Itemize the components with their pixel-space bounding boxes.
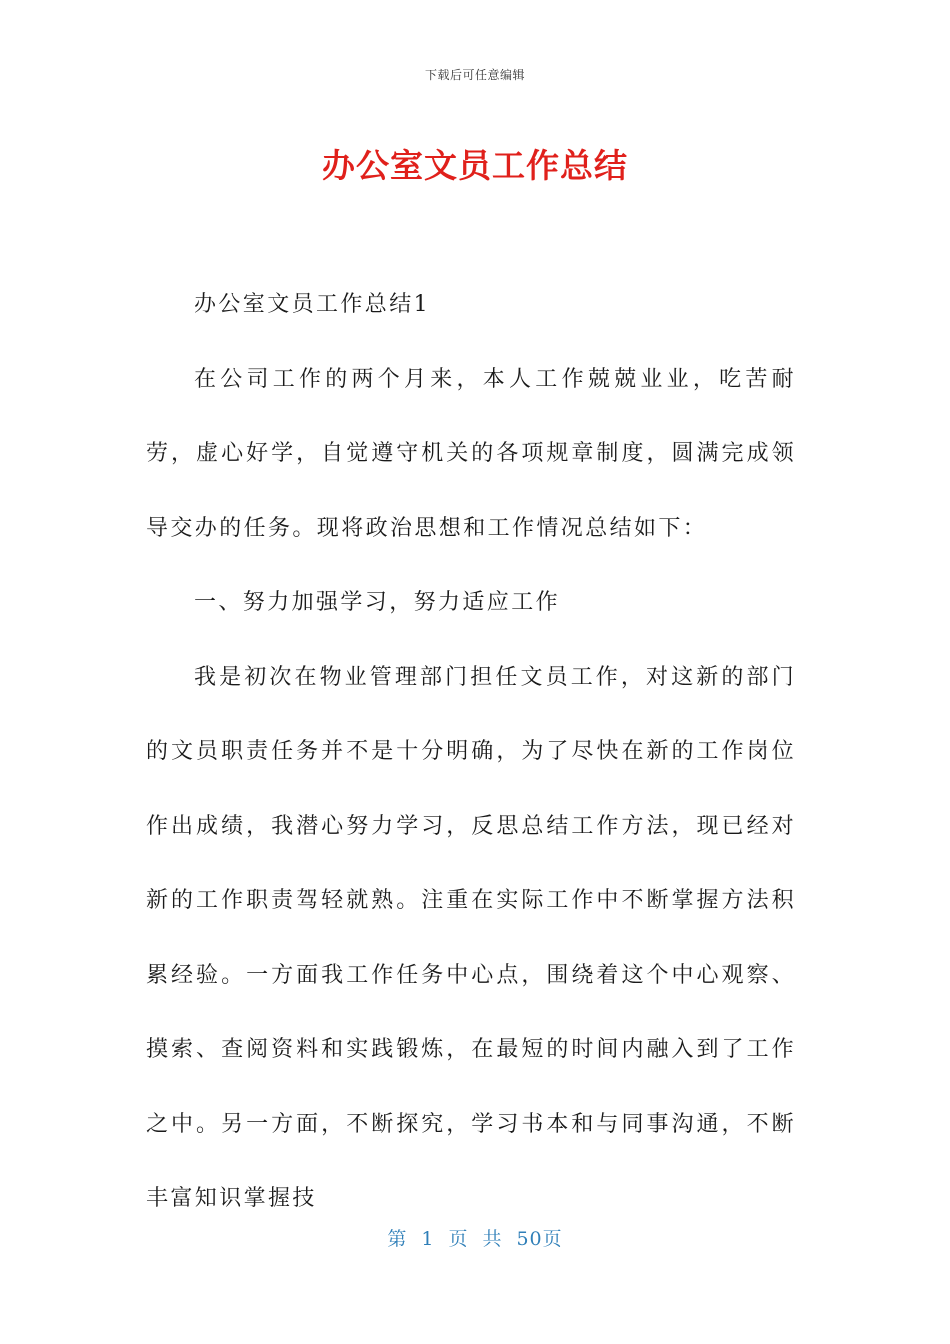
page-footer [0, 1224, 950, 1251]
intro-paragraph: 在公司工作的两个月来，本人工作兢兢业业，吃苦耐劳，虚心好学，自觉遵守机关的各项规章制度，圆满完成领导交办的任务。现将政治思想和工作情况总结如下： [146, 366, 796, 541]
header-note: 下载后可任意编辑 [424, 68, 525, 82]
footer-current-page: 1 [421, 1228, 435, 1250]
footer-total-pages: 50页 [516, 1228, 563, 1250]
subsection-heading: 一、努力加强学习，努力适应工作 [194, 590, 561, 615]
document-body [146, 268, 796, 1237]
footer-prefix: 第 [387, 1228, 408, 1250]
footer-page-label: 页 [448, 1228, 469, 1250]
body-paragraph: 我是初次在物业管理部门担任文员工作，对这新的部门的文员职责任务并不是十分明确，为了尽快在新的工作岗位作出成绩，我潜心努力学习，反思总结工作方法，现已经对新的工作职责驾轻就熟。注重在实际工作中不断掌握方法积累经验。一方面我工作任务中心点，围绕着这个中心观察、摸索、查阅资料和实践锻炼，在最短的时间内融入到了工作之中。另一方面，不断探究，学习书本和与同事沟通，不断丰富知识掌握技 [146, 664, 796, 1211]
document-title: 办公室文员工作总结 [322, 146, 628, 185]
section-heading: 办公室文员工作总结1 [194, 292, 430, 317]
footer-total-prefix: 共 [482, 1228, 503, 1250]
